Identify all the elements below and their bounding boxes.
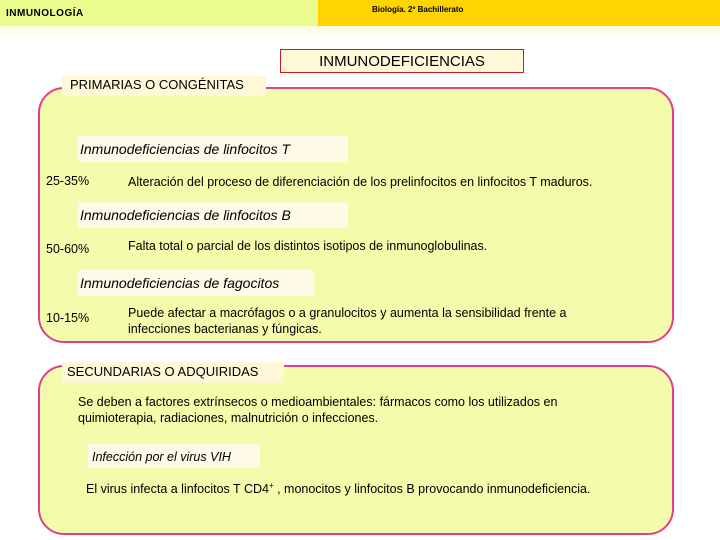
linfocitos-b-heading: Inmunodeficiencias de linfocitos B: [78, 202, 348, 228]
fagocitos-description: [128, 305, 668, 337]
fagocitos-description-line-2: infecciones bacterianas y fúngicas.: [128, 322, 322, 336]
secundarias-description-line-1: Se deben a factores extrínsecos o medioambientales: fármacos como los utilizados en: [78, 395, 558, 409]
vih-text-after: , monocitos y linfocitos B provocando inmunodeficiencia.: [273, 482, 591, 497]
primarias-label: PRIMARIAS O CONGÉNITAS: [62, 76, 266, 96]
vih-description: [86, 478, 676, 497]
header-subject-title: INMUNOLOGÍA: [6, 8, 84, 19]
linfocitos-t-percent: 25-35%: [46, 174, 90, 188]
secundarias-label: SECUNDARIAS O ADQUIRIDAS: [62, 362, 284, 383]
header-gradient-strip: [0, 26, 720, 40]
vih-superscript: +: [268, 481, 274, 490]
fagocitos-percent: 10-15%: [46, 311, 90, 325]
page-title: INMUNODEFICIENCIAS: [280, 49, 524, 73]
vih-text-before: El virus infecta a linfocitos T CD4: [86, 482, 269, 497]
fagocitos-heading: Inmunodeficiencias de fagocitos: [78, 270, 314, 296]
secundarias-description-line-2: quimioterapia, radiaciones, malnutrición o infecciones.: [78, 411, 379, 425]
fagocitos-description-line-1: Puede afectar a macrófagos o a granulocitos y aumenta la sensibilidad frente a: [128, 306, 567, 320]
linfocitos-b-description: Falta total o parcial de los distintos isotipos de inmunoglobulinas.: [128, 239, 488, 253]
linfocitos-t-heading: Inmunodeficiencias de linfocitos T: [78, 136, 348, 162]
linfocitos-t-description: Alteración del proceso de diferenciación de los prelinfocitos en linfocitos T maduros.: [128, 175, 593, 189]
secundarias-description: [78, 394, 668, 426]
vih-heading: Infección por el virus VIH: [88, 444, 260, 468]
header-course-title: Biología. 2º Bachillerato: [372, 5, 464, 14]
linfocitos-b-percent: 50-60%: [46, 242, 90, 256]
